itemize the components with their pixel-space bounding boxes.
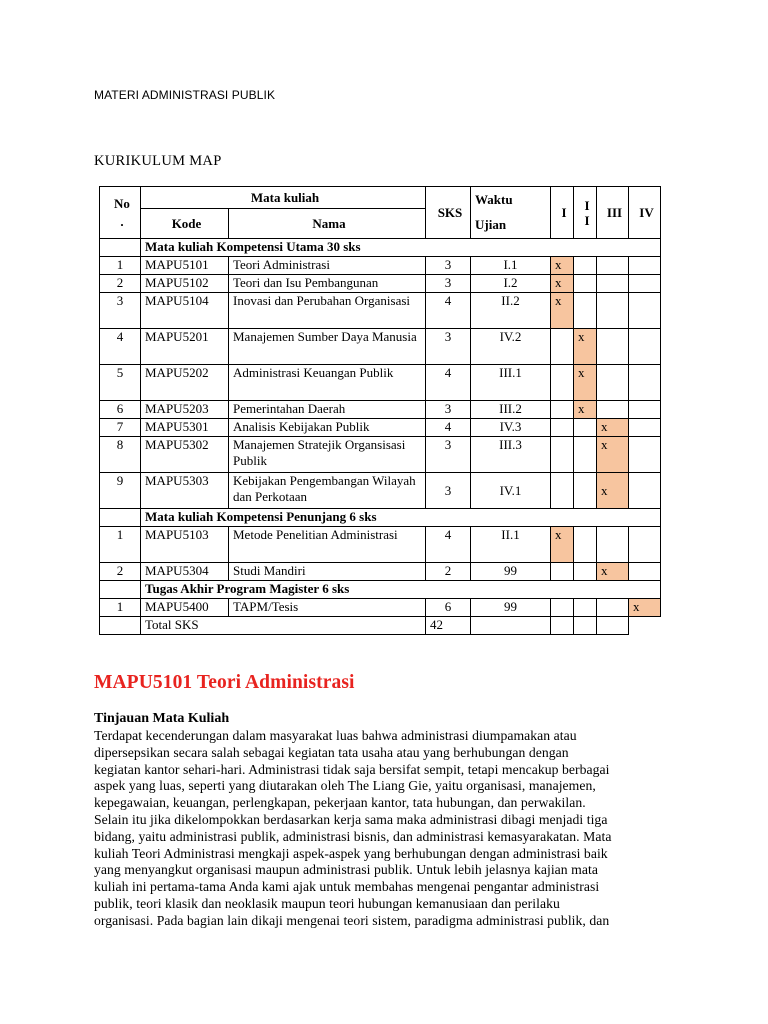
total-no-cell <box>100 617 141 635</box>
course-row <box>100 293 661 329</box>
ujian-label: Ujian <box>475 217 507 232</box>
total-label: Total SKS <box>141 617 426 635</box>
semester-4-cell <box>629 275 661 293</box>
semester-4-cell <box>629 419 661 437</box>
semester-2-cell <box>574 419 597 437</box>
course-row <box>100 275 661 293</box>
semester-3-mark: x <box>597 473 629 509</box>
section-no-cell <box>100 581 141 599</box>
course-name: Analisis Kebijakan Publik <box>229 419 426 437</box>
course-row <box>100 527 661 563</box>
total-row <box>100 617 661 635</box>
total-empty-cell <box>597 617 629 635</box>
course-exam-time: II.1 <box>471 527 551 563</box>
course-code: MAPU5102 <box>141 275 229 293</box>
semester-1-cell <box>551 401 574 419</box>
col-header-sks: SKS <box>426 187 471 239</box>
overview-line: publik, teori klasik dan neoklasik maupun teori hubungan kemanusiaan dan perilaku <box>94 895 560 911</box>
semester-2-cell <box>574 257 597 275</box>
overview-line: organisasi. Pada bagian lain dikaji mengenai teori sistem, paradigma administrasi publik, dan <box>94 912 610 928</box>
course-no: 1 <box>100 257 141 275</box>
semester-1-cell <box>551 437 574 473</box>
section-title: Mata kuliah Kompetensi Penunjang 6 sks <box>141 509 661 527</box>
course-name: Manajemen Sumber Daya Manusia <box>229 329 426 365</box>
course-name: Teori dan Isu Pembangunan <box>229 275 426 293</box>
course-code: MAPU5304 <box>141 563 229 581</box>
course-exam-time: I.2 <box>471 275 551 293</box>
course-code: MAPU5301 <box>141 419 229 437</box>
semester-2-cell <box>574 437 597 473</box>
col-header-waktu-ujian <box>471 187 551 239</box>
section-row <box>100 239 661 257</box>
semester-3-mark: x <box>597 419 629 437</box>
course-heading: MAPU5101 Teori Administrasi <box>94 672 355 693</box>
semester-1-cell <box>551 563 574 581</box>
course-no: 1 <box>100 527 141 563</box>
col-header-no: No . <box>100 187 141 239</box>
course-code: MAPU5202 <box>141 365 229 401</box>
semester-4-cell <box>629 257 661 275</box>
course-code: MAPU5400 <box>141 599 229 617</box>
course-sks: 3 <box>426 473 471 509</box>
course-sks: 3 <box>426 329 471 365</box>
semester-2-cell <box>574 599 597 617</box>
course-sks: 4 <box>426 293 471 329</box>
course-name: Manajemen Stratejik Organsisasi Publik <box>229 437 426 473</box>
semester-3-cell <box>597 275 629 293</box>
total-empty-cell <box>471 617 551 635</box>
course-exam-time: 99 <box>471 563 551 581</box>
course-name: Studi Mandiri <box>229 563 426 581</box>
semester-3-cell <box>597 527 629 563</box>
semester-4-cell <box>629 527 661 563</box>
course-no: 2 <box>100 275 141 293</box>
semester-2-cell <box>574 563 597 581</box>
course-name: Pemerintahan Daerah <box>229 401 426 419</box>
overview-heading: Tinjauan Mata Kuliah <box>94 711 230 726</box>
semester-3-cell <box>597 329 629 365</box>
semester-1-cell <box>551 419 574 437</box>
course-row <box>100 329 661 365</box>
semester-4-cell <box>629 437 661 473</box>
col-header-sem-2: I I <box>574 187 597 239</box>
overview-line: kuliah Teori Administrasi mengkaji aspek-aspek yang berhubungan dengan administrasi baik <box>94 845 608 861</box>
semester-1-mark: x <box>551 293 574 329</box>
course-no: 9 <box>100 473 141 509</box>
semester-4-cell <box>629 401 661 419</box>
course-row <box>100 257 661 275</box>
col-header-kode: Kode <box>141 209 229 239</box>
semester-4-mark: x <box>629 599 661 617</box>
course-sks: 6 <box>426 599 471 617</box>
semester-4-cell <box>629 473 661 509</box>
semester-1-cell <box>551 599 574 617</box>
course-exam-time: I.1 <box>471 257 551 275</box>
course-sks: 4 <box>426 419 471 437</box>
course-row <box>100 473 661 509</box>
semester-1-mark: x <box>551 275 574 293</box>
course-sks: 3 <box>426 437 471 473</box>
semester-1-cell <box>551 329 574 365</box>
overview-line: Selain itu jika dikelompokkan berdasarkan kerja sama maka administrasi dibagi menjadi tiga <box>94 811 608 827</box>
section-title: Tugas Akhir Program Magister 6 sks <box>141 581 661 599</box>
course-code: MAPU5203 <box>141 401 229 419</box>
section-title: Mata kuliah Kompetensi Utama 30 sks <box>141 239 661 257</box>
semester-4-cell <box>629 329 661 365</box>
course-name: TAPM/Tesis <box>229 599 426 617</box>
document-header: MATERI ADMINISTRASI PUBLIK <box>94 88 276 102</box>
overview-line: kepegawaian, keuangan, perlengkapan, pekerjaan kantor, tata hubungan, dan perwakilan. <box>94 795 586 811</box>
course-name: Metode Penelitian Administrasi <box>229 527 426 563</box>
course-no: 6 <box>100 401 141 419</box>
semester-2-mark: x <box>574 365 597 401</box>
course-exam-time: III.3 <box>471 437 551 473</box>
semester-1-cell <box>551 473 574 509</box>
course-exam-time: IV.1 <box>471 473 551 509</box>
overview-line: kuliah ini pertama-tama Anda kami ajak untuk membahas mengenai pengantar administrasi <box>94 879 600 895</box>
total-blank-cell <box>629 617 661 635</box>
course-no: 7 <box>100 419 141 437</box>
course-row <box>100 599 661 617</box>
course-no: 1 <box>100 599 141 617</box>
course-row <box>100 563 661 581</box>
course-no: 4 <box>100 329 141 365</box>
course-sks: 3 <box>426 275 471 293</box>
overview-line: aspek yang luas, seperti yang diutarakan oleh The Liang Gie, yaitu organisasi, manajemen, <box>94 778 596 794</box>
col-header-sem-3: III <box>597 187 629 239</box>
semester-1-mark: x <box>551 257 574 275</box>
curriculum-title: KURIKULUM MAP <box>94 153 222 169</box>
waktu-label: Waktu <box>475 192 513 207</box>
course-exam-time: IV.2 <box>471 329 551 365</box>
course-name: Inovasi dan Perubahan Organisasi <box>229 293 426 329</box>
col-header-mata-kuliah: Mata kuliah <box>141 187 426 209</box>
semester-3-cell <box>597 257 629 275</box>
semester-2-cell <box>574 473 597 509</box>
semester-2-cell <box>574 275 597 293</box>
course-row <box>100 419 661 437</box>
semester-2-mark: x <box>574 401 597 419</box>
course-row <box>100 401 661 419</box>
course-name: Teori Administrasi <box>229 257 426 275</box>
semester-4-cell <box>629 563 661 581</box>
course-no: 8 <box>100 437 141 473</box>
course-sks: 3 <box>426 401 471 419</box>
course-exam-time: II.2 <box>471 293 551 329</box>
semester-3-mark: x <box>597 437 629 473</box>
semester-1-mark: x <box>551 527 574 563</box>
overview-line: Terdapat kecenderungan dalam masyarakat luas bahwa administrasi diumpamakan atau <box>94 728 577 743</box>
course-exam-time: III.1 <box>471 365 551 401</box>
overview-line: dipersepsikan secara salah sebagai kegiatan tata usaha atau yang berhubungan dengan <box>94 744 569 760</box>
overview-line: yang menyangkut organisasi maupun administrasi publik. Untuk lebih jelasnya kajian mata <box>94 862 598 878</box>
semester-4-cell <box>629 365 661 401</box>
section-no-cell <box>100 509 141 527</box>
course-no: 5 <box>100 365 141 401</box>
section-no-cell <box>100 239 141 257</box>
semester-1-cell <box>551 365 574 401</box>
col-header-nama: Nama <box>229 209 426 239</box>
overview-line: kegiatan kantor sehari-hari. Administrasi tidak saja bersifat sempit, tetapi mencakup berbagai <box>94 761 610 777</box>
course-name: Administrasi Keuangan Publik <box>229 365 426 401</box>
course-sks: 4 <box>426 365 471 401</box>
total-empty-cell <box>551 617 574 635</box>
section-row <box>100 509 661 527</box>
semester-3-cell <box>597 599 629 617</box>
course-code: MAPU5104 <box>141 293 229 329</box>
semester-3-cell <box>597 401 629 419</box>
course-code: MAPU5201 <box>141 329 229 365</box>
section-row <box>100 581 661 599</box>
course-row <box>100 365 661 401</box>
curriculum-table <box>99 186 661 635</box>
course-exam-time: IV.3 <box>471 419 551 437</box>
course-name: Kebijakan Pengembangan Wilayah dan Perkotaan <box>229 473 426 509</box>
course-no: 2 <box>100 563 141 581</box>
semester-2-cell <box>574 293 597 329</box>
course-sks: 4 <box>426 527 471 563</box>
course-sks: 3 <box>426 257 471 275</box>
course-no: 3 <box>100 293 141 329</box>
course-code: MAPU5302 <box>141 437 229 473</box>
col-header-sem-4: IV <box>629 187 661 239</box>
semester-3-cell <box>597 365 629 401</box>
course-code: MAPU5101 <box>141 257 229 275</box>
course-sks: 2 <box>426 563 471 581</box>
semester-3-mark: x <box>597 563 629 581</box>
semester-4-cell <box>629 293 661 329</box>
course-exam-time: III.2 <box>471 401 551 419</box>
col-header-sem-1: I <box>551 187 574 239</box>
overview-paragraph <box>94 728 674 930</box>
semester-2-cell <box>574 527 597 563</box>
course-code: MAPU5303 <box>141 473 229 509</box>
course-row <box>100 437 661 473</box>
semester-2-mark: x <box>574 329 597 365</box>
overview-line: bidang, yaitu administrasi publik, administrasi bisnis, dan administrasi kemasyarakatan. Mata <box>94 828 612 844</box>
course-code: MAPU5103 <box>141 527 229 563</box>
course-exam-time: 99 <box>471 599 551 617</box>
semester-3-cell <box>597 293 629 329</box>
total-sks: 42 <box>426 617 471 635</box>
total-empty-cell <box>574 617 597 635</box>
